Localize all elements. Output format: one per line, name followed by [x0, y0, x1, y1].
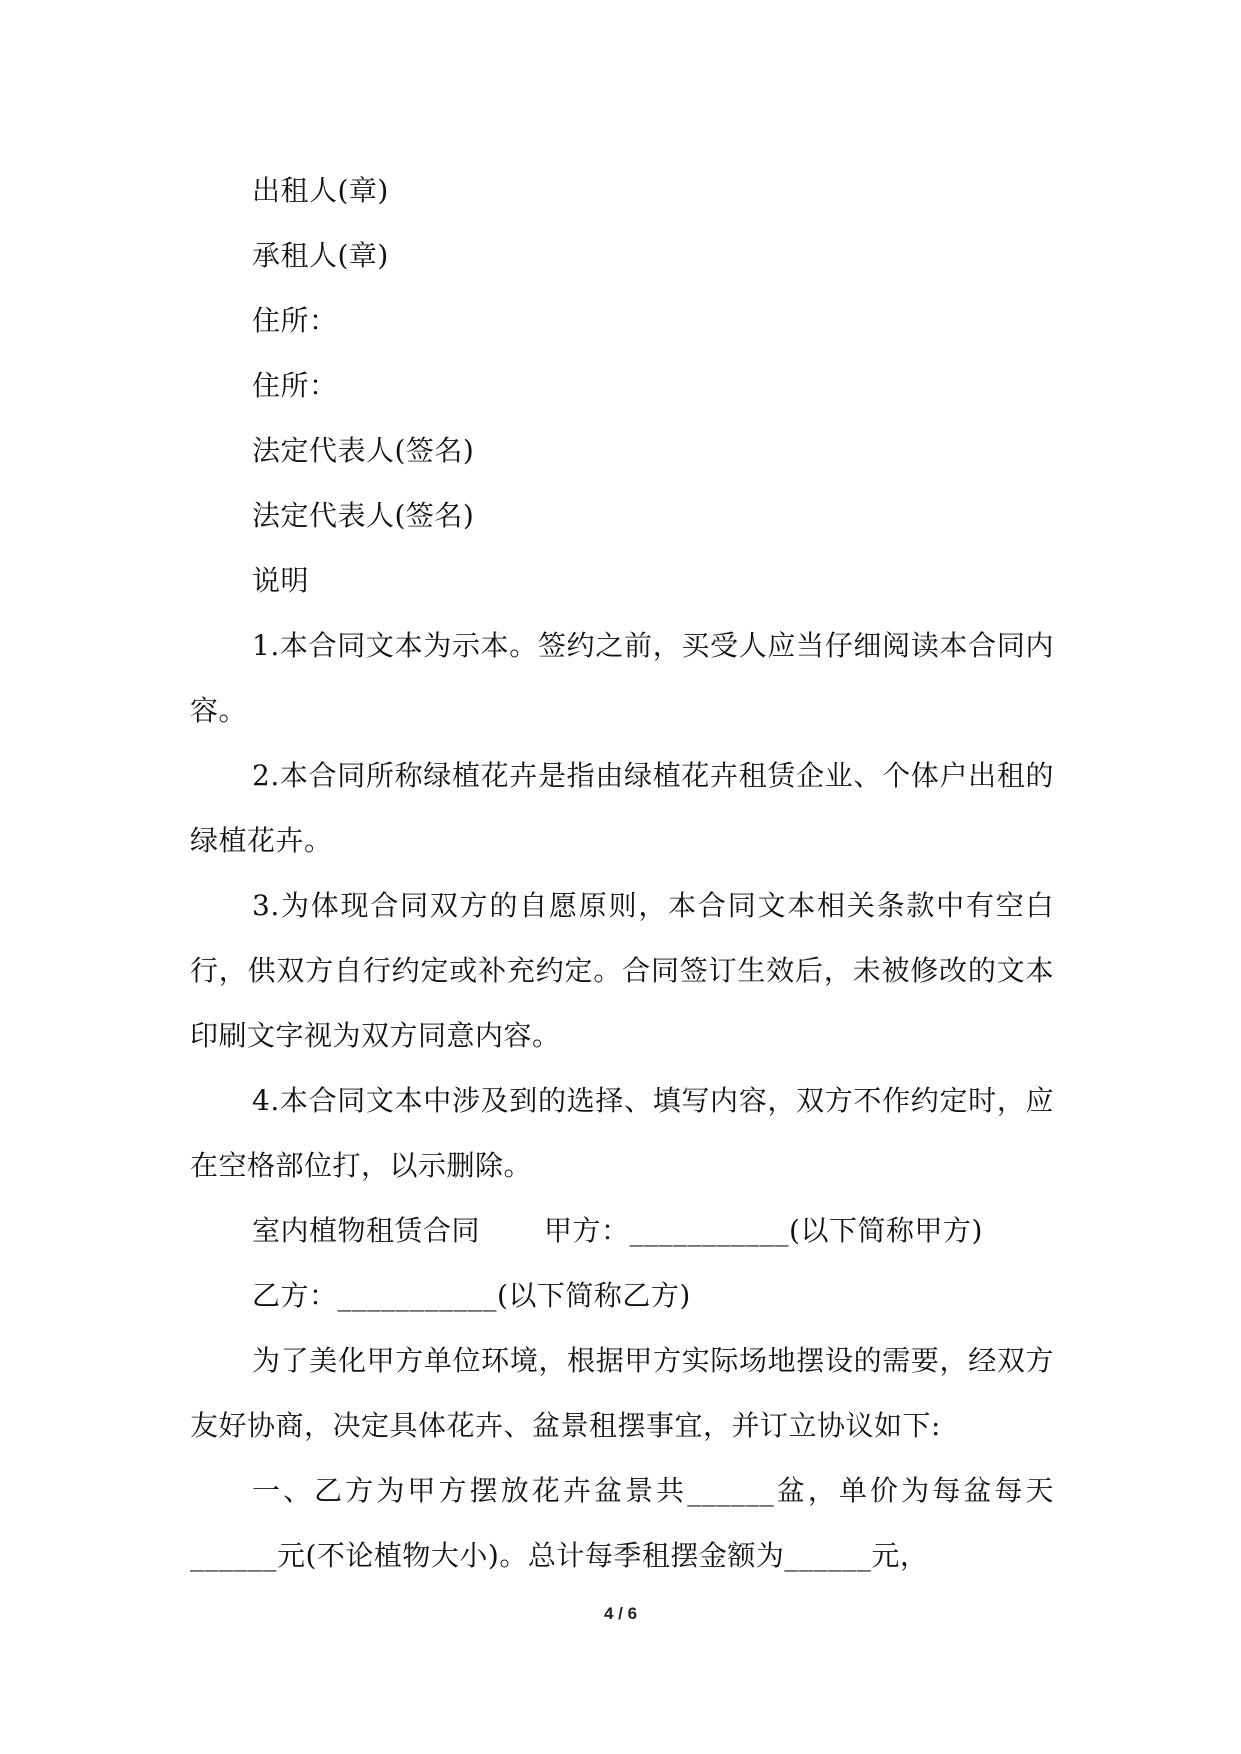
note-paragraph-1: 1.本合同文本为示本。签约之前，买受人应当仔细阅读本合同内容。 — [190, 629, 1054, 727]
lessor-seal-line: 出租人(章) — [252, 174, 389, 207]
note-paragraph-4: 4.本合同文本中涉及到的选择、填写内容，双方不作约定时，应在空格部位打，以示删除。 — [190, 1084, 1054, 1182]
clause-1-paragraph: 一、乙方为甲方摆放花卉盆景共______盆，单价为每盆每天______元(不论植物大小)。总计每季租摆金额为______元， — [190, 1474, 1054, 1572]
intro-paragraph: 为了美化甲方单位环境，根据甲方实际场地摆设的需要，经双方友好协商，决定具体花卉、盆景租摆事宜，并订立协议如下: — [190, 1344, 1054, 1442]
page-number: 4 / 6 — [603, 1604, 638, 1623]
lessee-seal-line: 承租人(章) — [252, 239, 389, 272]
party-a-line: 甲方：___________(以下简称甲方) — [544, 1214, 983, 1247]
party-b-line: 乙方：___________(以下简称乙方) — [252, 1279, 691, 1312]
lessor-address-line: 住所： — [252, 304, 338, 337]
lessor-representative-line: 法定代表人(签名) — [252, 434, 475, 467]
contract-title-line — [190, 1198, 1054, 1263]
document-body — [190, 158, 1054, 1588]
lessee-representative-line: 法定代表人(签名) — [252, 499, 475, 532]
lessee-address-line: 住所： — [252, 369, 338, 402]
note-paragraph-2: 2.本合同所称绿植花卉是指由绿植花卉租赁企业、个体户出租的绿植花卉。 — [190, 759, 1054, 857]
notes-heading: 说明 — [252, 564, 310, 597]
contract-title: 室内植物租赁合同 — [252, 1214, 481, 1247]
note-paragraph-3: 3.为体现合同双方的自愿原则，本合同文本相关条款中有空白行，供双方自行约定或补充约定。合同签订生效后，未被修改的文本印刷文字视为双方同意内容。 — [190, 889, 1054, 1052]
